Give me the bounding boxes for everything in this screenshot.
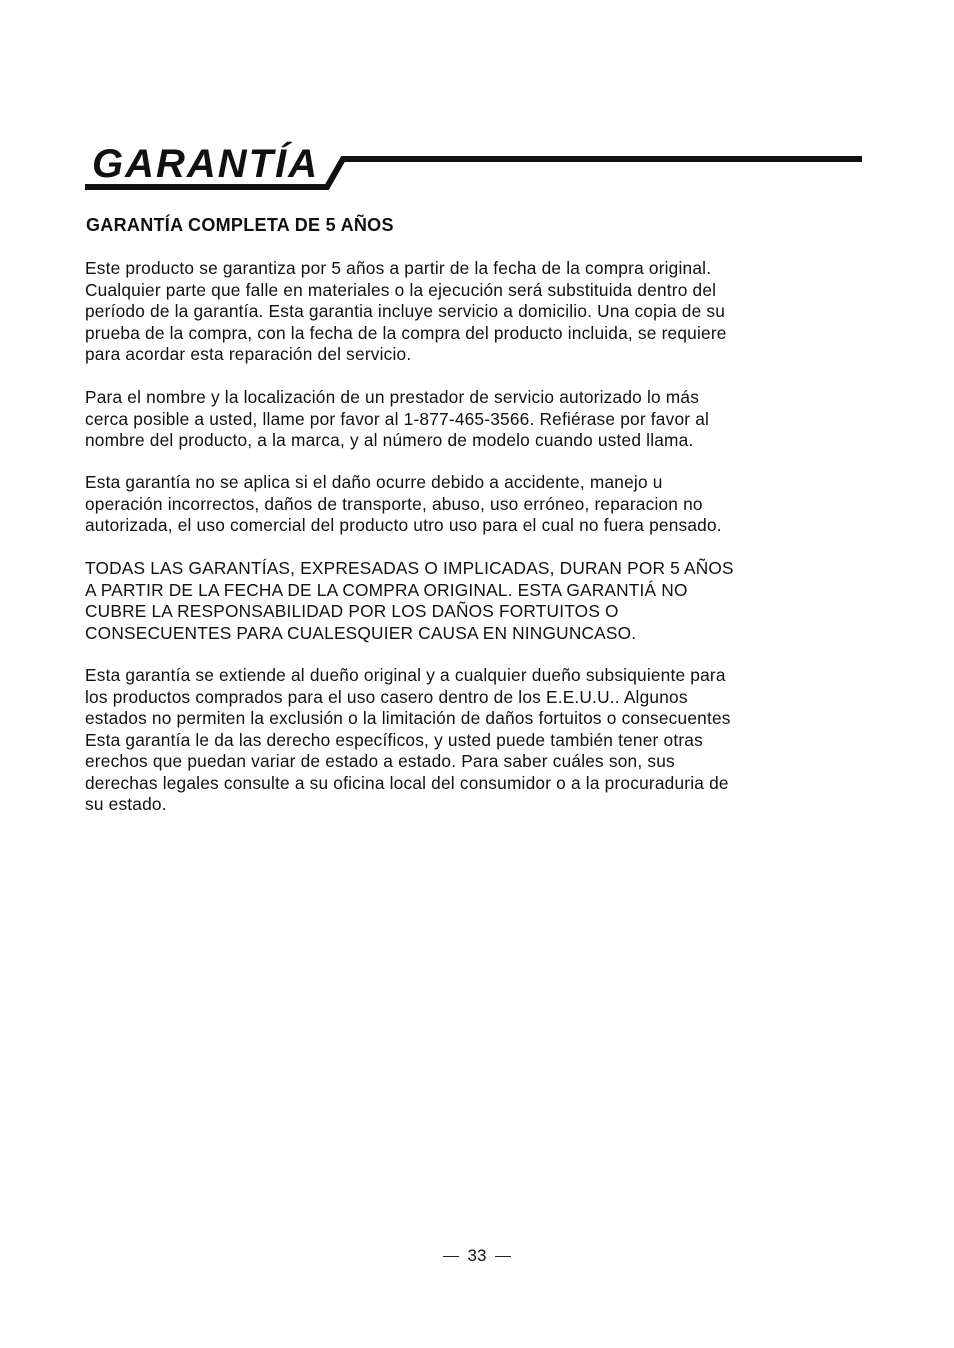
warranty-paragraph-implied-warranties: TODAS LAS GARANTÍAS, EXPRESADAS O IMPLICADAS, DURAN POR 5 AÑOS A PARTIR DE LA FECHA DE LA COMPRA ORIGINAL. ESTA GARANTIÁ NO CUBRE LA RESPONSABILIDAD POR LOS DAÑOS FORTUITOS O CONSECUENTES PARA CUALESQUIER CAUSA EN NINGUNCASO. xyxy=(85,558,734,643)
title-underline-rule xyxy=(0,0,954,200)
warranty-paragraph-coverage: Este producto se garantiza por 5 años a partir de la fecha de la compra original. Cualquier parte que falle en materiales o la ejecución será substituida dentro del período de la garantía. Esta garantia incluye servicio a domicilio. Una copia de su prueba de la compra, con la fecha de la compra del producto incluida, se requiere para acordar esta reparación del servicio. xyxy=(85,258,727,364)
page-title: GARANTÍA xyxy=(92,142,320,186)
title-rule-line xyxy=(85,159,862,187)
warranty-paragraph-exclusions: Esta garantía no se aplica si el daño ocurre debido a accidente, manejo u operación incorrectos, daños de transporte, abuso, uso erróneo, reparacion no autorizada, el uso comercial del producto utro uso para el cual no fuera pensado. xyxy=(85,472,722,535)
warranty-paragraph-extension: Esta garantía se extiende al dueño original y a cualquier dueño subsiquiente para los productos comprados para el uso casero dentro de los E.E.U.U.. Algunos estados no permiten la exclusión o la limitación de daños fortuitos o consecuentes Esta garantía le da las derecho específicos, y usted puede también tener otras erechos que puedan variar de estado a estado. Para saber cuáles son, sus derechas legales consulte a su oficina local del consumidor o a la procuraduria de su estado. xyxy=(85,665,731,814)
warranty-paragraph-service-contact: Para el nombre y la localización de un prestador de servicio autorizado lo más cerca posible a usted, llame por favor al 1-877-465-3566. Refiérase por favor al nombre del producto, a la marca, y al número de modelo cuando usted llama. xyxy=(85,387,710,450)
page-number-left-dash xyxy=(443,1256,459,1257)
section-heading: GARANTÍA COMPLETA DE 5 AÑOS xyxy=(86,215,394,235)
page-number: 33 xyxy=(467,1246,487,1265)
page-number-right-dash xyxy=(495,1256,511,1257)
page-footer xyxy=(0,1245,954,1267)
